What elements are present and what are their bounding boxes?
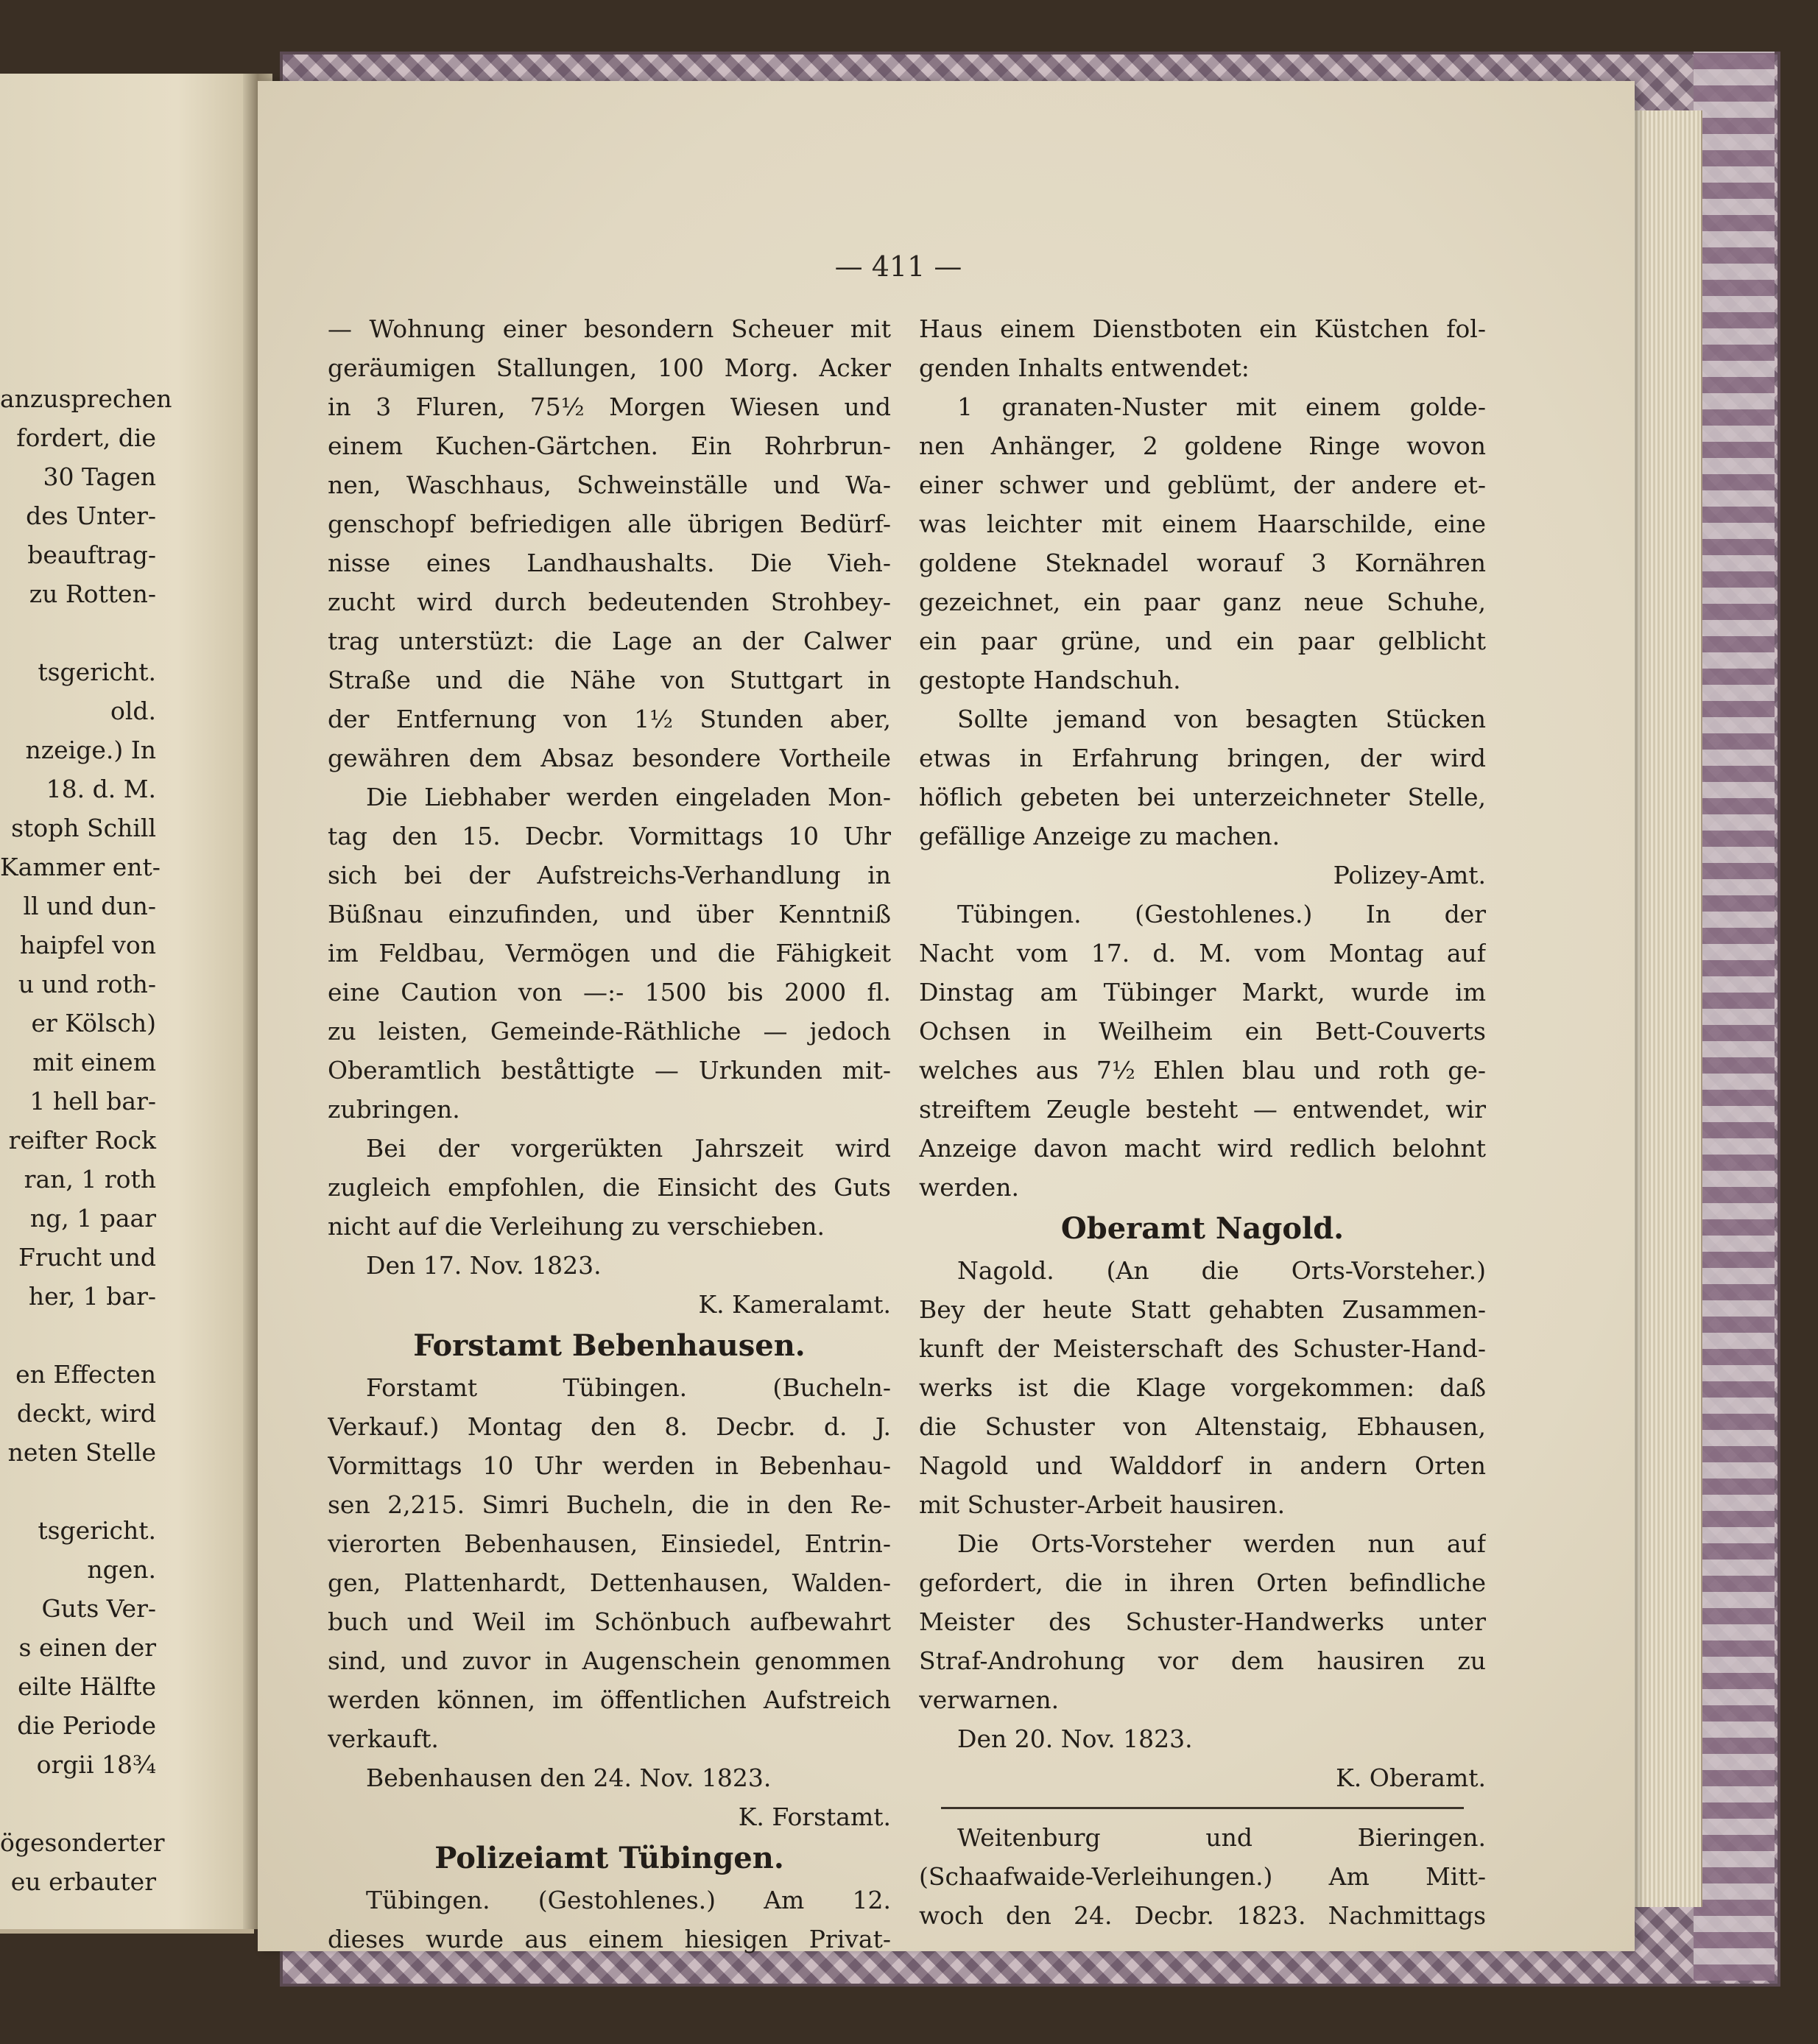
text-line: zucht wird durch bedeutenden Strohbey-	[328, 588, 891, 616]
text-line: K. Oberamt.	[1336, 1763, 1486, 1792]
left-page-text-fragment: u und roth-	[18, 970, 156, 998]
text-line: die Schuster von Altenstaig, Ebhausen,	[919, 1412, 1486, 1441]
left-page-text-fragment: ran, 1 roth	[24, 1165, 156, 1194]
text-line: gezeichnet, ein paar ganz neue Schuhe,	[919, 588, 1486, 616]
left-page-text-fragment: s einen der	[18, 1633, 156, 1662]
text-line: in 3 Fluren, 75½ Morgen Wiesen und	[328, 392, 891, 421]
text-line: Polizey-Amt.	[1333, 861, 1486, 889]
text-line: woch den 24. Decbr. 1823. Nachmittags	[919, 1901, 1486, 1930]
text-line: im Feldbau, Vermögen und die Fähigkeit	[328, 939, 891, 968]
text-line: geräumigen Stallungen, 100 Morg. Acker	[328, 353, 891, 382]
text-line: Haus einem Dienstboten ein Küstchen fol-	[919, 314, 1486, 343]
text-line: einem Kuchen-Gärtchen. Ein Rohrbrun-	[328, 431, 891, 460]
text-line: eine Caution von —:- 1500 bis 2000 fl.	[328, 978, 891, 1007]
left-page-text-fragment: fordert, die	[16, 423, 156, 452]
left-page-text-fragment: haipfel von	[19, 931, 156, 959]
text-line: nicht auf die Verleihung zu verschieben.	[328, 1212, 825, 1241]
text-line: Straße und die Nähe von Stuttgart in	[328, 666, 891, 694]
text-line: kunft der Meisterschaft des Schuster-Hand-	[919, 1334, 1486, 1363]
left-page-text-fragment	[0, 1784, 243, 1823]
text-line: ein paar grüne, und ein paar gelblicht	[919, 627, 1486, 655]
text-line: Bei der vorgerükten Jahrszeit wird	[366, 1134, 891, 1163]
text-line: Den 17. Nov. 1823.	[366, 1251, 602, 1280]
text-line: nisse eines Landhaushalts. Die Vieh-	[328, 549, 891, 577]
text-line: buch und Weil im Schönbuch aufbewahrt	[328, 1607, 891, 1636]
left-column	[328, 309, 891, 1959]
left-page-text-fragment	[0, 1316, 243, 1355]
text-line: gestopte Handschuh.	[919, 666, 1181, 694]
left-page-text-fragment: 30 Tagen	[43, 462, 156, 491]
text-line: werden.	[919, 1173, 1019, 1202]
left-page-text-fragment: nzeige.) In	[25, 736, 156, 764]
cover-pattern-edge	[1694, 52, 1775, 1981]
left-page-text-fragment: ng, 1 paar	[29, 1204, 156, 1233]
left-page-text-fragment: old.	[110, 697, 156, 725]
text-line: genschopf befriedigen alle übrigen Bedürf-	[328, 510, 891, 538]
left-page-text-fragment: reifter Rock	[8, 1126, 156, 1155]
text-line: Die Liebhaber werden eingeladen Mon-	[366, 783, 891, 811]
text-line: sich bei der Aufstreichs-Verhandlung in	[328, 861, 891, 889]
text-line: welches aus 7½ Ehlen blau und roth ge-	[919, 1056, 1486, 1085]
left-page-text-fragment: Kammer ent-	[0, 853, 161, 881]
text-line: zubringen.	[328, 1095, 460, 1124]
text-line: (Schaafwaide-Verleihungen.) Am Mitt-	[919, 1862, 1486, 1891]
text-line: sind, und zuvor in Augenschein genommen	[328, 1646, 891, 1675]
text-line: Forstamt Tübingen. (Bucheln-	[366, 1373, 891, 1402]
section-heading: Forstamt Bebenhausen.	[413, 1328, 806, 1363]
left-page-text-fragment: neten Stelle	[7, 1438, 156, 1467]
left-page-text-fragment: er Kölsch)	[31, 1009, 156, 1037]
left-page-text-fragment: des Unter-	[26, 501, 156, 530]
text-line: Sollte jemand von besagten Stücken	[957, 705, 1486, 733]
text-line: Den 20. Nov. 1823.	[957, 1724, 1193, 1753]
text-line: der Entfernung von 1½ Stunden aber,	[328, 705, 891, 733]
left-page-text-fragment: die Periode	[17, 1711, 156, 1740]
text-line: K. Forstamt.	[738, 1802, 891, 1831]
left-page-text-fragment: zu Rotten-	[29, 579, 156, 608]
text-line: gefordert, die in ihren Orten befindliche	[919, 1568, 1486, 1597]
text-line: sen 2,215. Simri Bucheln, die in den Re-	[328, 1490, 891, 1519]
text-line: Meister des Schuster-Handwerks unter	[919, 1607, 1486, 1636]
text-line: nen, Waschhaus, Schweinställe und Wa-	[328, 471, 891, 499]
text-line: Dinstag am Tübinger Markt, wurde im	[919, 978, 1486, 1007]
text-line: Nagold. (An die Orts-Vorsteher.)	[957, 1256, 1486, 1285]
section-heading: Oberamt Nagold.	[1060, 1211, 1345, 1246]
left-page-text-fragment: 1 hell bar-	[29, 1087, 156, 1116]
text-line: streiftem Zeugle besteht — entwendet, wir	[919, 1095, 1486, 1124]
left-page-text-fragment: eu erbauter	[10, 1867, 156, 1896]
text-line: Nagold und Walddorf in andern Orten	[919, 1451, 1486, 1480]
section-divider	[919, 1797, 1486, 1818]
text-line: was leichter mit einem Haarschilde, eine	[919, 510, 1486, 538]
left-page-text-fragment: ngen.	[87, 1555, 156, 1584]
left-page-text-fragment: anzusprechen	[0, 384, 172, 413]
left-page-text-fragment	[0, 613, 243, 652]
left-page-text-fragment: orgii 18¾	[36, 1750, 156, 1779]
text-line: Vormittags 10 Uhr werden in Bebenhau-	[328, 1451, 891, 1480]
text-line: verkauft.	[328, 1724, 439, 1753]
right-column	[919, 309, 1486, 1935]
left-page-text-fragment: mit einem	[32, 1048, 156, 1076]
left-page-text-fragment: tsgericht.	[38, 1516, 156, 1545]
text-line: vierorten Bebenhausen, Einsiedel, Entrin-	[328, 1529, 891, 1558]
text-line: Tübingen. (Gestohlenes.) Am 12.	[366, 1886, 891, 1914]
left-page-text-fragment: ögesonderter	[0, 1828, 165, 1857]
text-line: goldene Steknadel worauf 3 Kornähren	[919, 549, 1486, 577]
left-page-text-fragment: stoph Schill	[11, 814, 156, 842]
left-page-text	[0, 379, 243, 1901]
text-line: zu leisten, Gemeinde-Räthliche — jedoch	[328, 1017, 891, 1046]
text-line: gen, Plattenhardt, Dettenhausen, Walden-	[328, 1568, 891, 1597]
text-line: Weitenburg und Bieringen.	[957, 1823, 1486, 1852]
text-line: etwas in Erfahrung bringen, der wird	[919, 744, 1486, 772]
text-line: nen Anhänger, 2 goldene Ringe wovon	[919, 431, 1486, 460]
text-line: Bey der heute Statt gehabten Zusammen-	[919, 1295, 1486, 1324]
left-page-text-fragment: Guts Ver-	[41, 1594, 156, 1623]
section-heading: Polizeiamt Tübingen.	[434, 1841, 784, 1875]
page-number: — 411 —	[834, 250, 962, 283]
text-line: verwarnen.	[919, 1685, 1060, 1714]
text-line: Die Orts-Vorsteher werden nun auf	[957, 1529, 1486, 1558]
text-line: Ochsen in Weilheim ein Bett-Couverts	[919, 1017, 1486, 1046]
text-line: einer schwer und geblümt, der andere et-	[919, 471, 1486, 499]
text-line: Büßnau einzufinden, und über Kenntniß	[328, 900, 891, 928]
text-line: Oberamtlich beståttigte — Urkunden mit-	[328, 1056, 891, 1085]
left-page-text-fragment: eilte Hälfte	[18, 1672, 156, 1701]
left-page-text-fragment: ll und dun-	[23, 892, 156, 920]
text-line: 1 granaten-Nuster mit einem golde-	[957, 392, 1486, 421]
text-line: gewähren dem Absaz besondere Vortheile	[328, 744, 891, 772]
text-line: — Wohnung einer besondern Scheuer mit	[328, 314, 891, 343]
text-line: K. Kameralamt.	[698, 1290, 891, 1319]
text-line: gefällige Anzeige zu machen.	[919, 822, 1280, 850]
left-page-text-fragment: beauftrag-	[27, 540, 156, 569]
text-line: trag unterstüzt: die Lage an der Calwer	[328, 627, 891, 655]
left-page	[0, 74, 254, 1934]
text-line: Tübingen. (Gestohlenes.) In der	[957, 900, 1486, 928]
text-line: mit Schuster-Arbeit hausiren.	[919, 1490, 1286, 1519]
text-line: zugleich empfohlen, die Einsicht des Guts	[328, 1173, 891, 1202]
left-page-text-fragment: tsgericht.	[38, 658, 156, 686]
text-line: Bebenhausen den 24. Nov. 1823.	[366, 1763, 772, 1792]
left-page-text-fragment	[0, 1472, 243, 1511]
text-line: tag den 15. Decbr. Vormittags 10 Uhr	[328, 822, 891, 850]
text-line: Anzeige davon macht wird redlich belohnt	[919, 1134, 1486, 1163]
text-line: Straf-Androhung vor dem hausiren zu	[919, 1646, 1486, 1675]
text-line: Verkauf.) Montag den 8. Decbr. d. J.	[328, 1412, 891, 1441]
text-line: dieses wurde aus einem hiesigen Privat-	[328, 1925, 891, 1953]
text-line: werks ist die Klage vorgekommen: daß	[919, 1373, 1486, 1402]
left-page-text-fragment: deckt, wird	[16, 1399, 156, 1428]
text-line: höflich gebeten bei unterzeichneter Stelle,	[919, 783, 1486, 811]
left-page-text-fragment: her, 1 bar-	[28, 1282, 156, 1311]
left-page-text-fragment: Frucht und	[18, 1243, 156, 1272]
left-page-text-fragment: en Effecten	[15, 1360, 156, 1389]
text-line: werden können, im öffentlichen Aufstreich	[328, 1685, 891, 1714]
text-line: Nacht vom 17. d. M. vom Montag auf	[919, 939, 1486, 968]
text-line: genden Inhalts entwendet:	[919, 353, 1250, 382]
left-page-text-fragment: 18. d. M.	[46, 775, 156, 803]
